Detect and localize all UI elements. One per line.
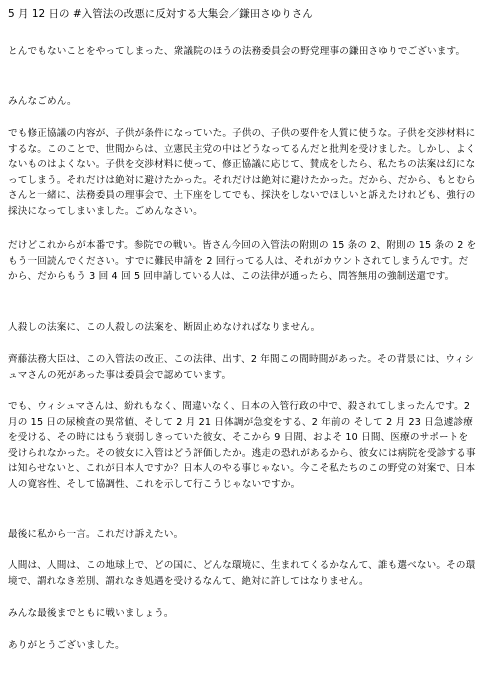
paragraph-stop-bill: 人殺しの法案に、この人殺しの法案を、断固止めなければなりません。 xyxy=(8,322,321,333)
paragraph-apology: みんなごめん。 xyxy=(8,96,77,107)
paragraph-fight-together: みんな最後までともに戦いましょう。 xyxy=(8,608,174,619)
paragraph-wishma: でも、ウィシュマさんは、紛れもなく、間違いなく、日本の入管行政の中で、殺されてしまったんです。2 月の 15 日の尿検査の異常値、そして 2 月 21 日体調が急変をする、2 年前の そして 2 月 23 日急遽診療を受ける、その時にはもう衰弱しきっていた彼女、そこから 9 日間、およそ 10 日間、医療のサポートを受けられなかった。その彼女に入管はどう評価したか。逃走の恐れがあるから、彼女には病院を受診する事は知らせないと、これが日本人ですか？日本人のやる事じゃない。今こそ私たちのこの野党の対案で、日本人の寛容性、そして協調性、これを示して行こうじゃないですか。 xyxy=(8,401,476,490)
paragraph-minister: 齊藤法務大臣は、この入管法の改正、この法律、出す、2 年間この間時間があった。その背景には、ウィシュマさんの死があった事は委員会で認めています。 xyxy=(8,354,474,381)
paragraph-negotiation: でも修正協議の内容が、子供が条件になっていた。子供の、子供の要件を人質に使うな。子供を交渉材料にするな。このことで、世間からは、立憲民主党の中はどうなってるんだと批判を受けました。しかし、よくないものはよくない。子供を交渉材料に使って、修正協議に応じて、賛成をしたら、私たちの法案は幻になってしまう。それだけは絶対に避けたかった。それだけは絶対に避けたかった。だから、だから、もとむらさんと一緒に、法務委員の理事会で、土下座をしてでも、採決をしないでほしいと訴えたけれども、強行の採決になってしまいました。ごめんなさい。 xyxy=(8,128,476,217)
document-title: 5 月 12 日の #入管法の改悪に反対する大集会／鎌田さゆりさん xyxy=(8,8,313,20)
paragraph-final-word: 最後に私から一言。これだけ訴えたい。 xyxy=(8,529,184,540)
paragraph-thanks: ありがとうございました。 xyxy=(8,640,125,651)
paragraph-introduction: とんでもないことをやってしまった、衆議院のほうの法務委員会の野党理事の鎌田さゆりでございます。 xyxy=(8,46,466,57)
paragraph-human-rights: 人間は、人間は、この地球上で、どの国に、どんな環境に、生まれてくるかなんて、誰も選べない。その環境で、謂れなき差別、謂れなき処遇を受けるなんて、絶対に許してはなりません。 xyxy=(8,560,476,587)
paragraph-upper-house: だけどこれからが本番です。参院での戦い。皆さん今回の入管法の附則の 15 条の 2、附則の 15 条の 2 をもう一回読んでください。すでに難民申請を 2 回行ってる人は、それがカウントされてしまうんです。だから、だからもう 3 回 4 回 5 回申請している人は、この法律が通ったら、問答無用の強制送還です。 xyxy=(8,240,477,282)
